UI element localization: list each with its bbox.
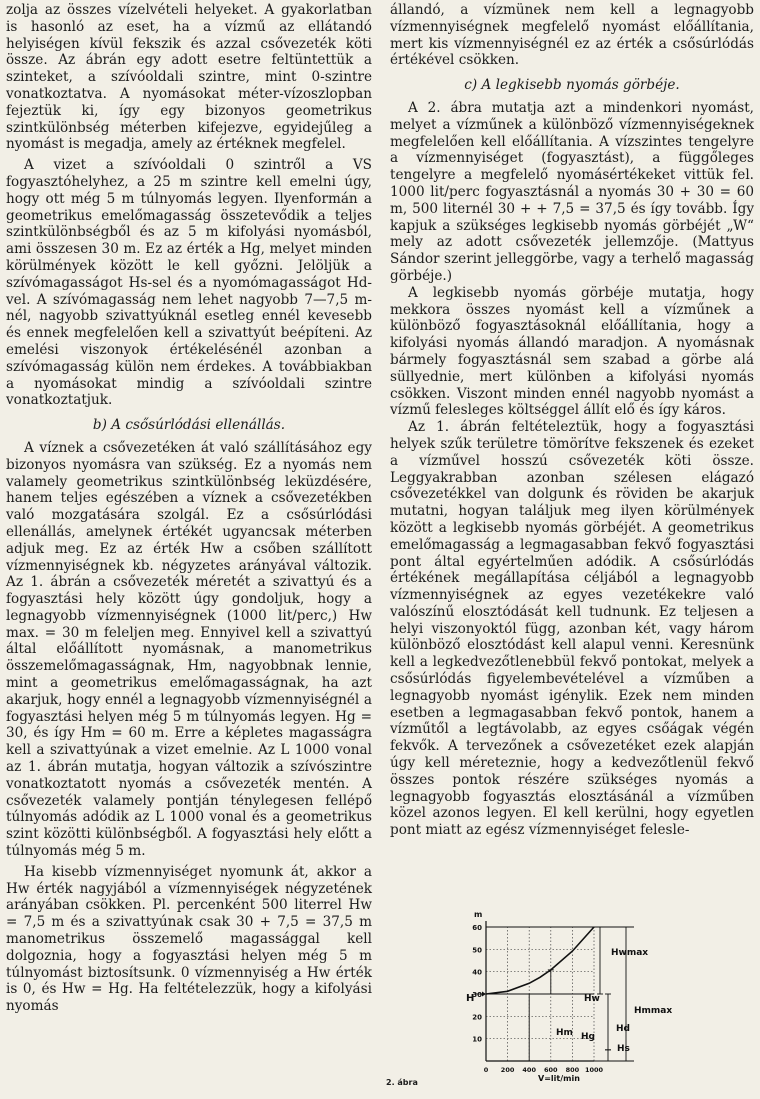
x-tick-label: 400 bbox=[522, 1066, 536, 1074]
y-tick-label: 10 bbox=[472, 1035, 482, 1044]
paragraph: A 2. ábra mutatja azt a mindenkori nyomást, melyet a vízműnek a különböző vízmennyiségeknek megfelelően kell előállítania. A vízszintes tengelyre a vízmennyiséget (fogyasztást), a függőleges tengelyre a megfelelő nyomásértékeket vittük fel. 1000 lit/perc fogyasztásnál a nyomás 30 + 30 = 60 m, 500 liternél 30 + + 7,5 = 37,5 és így tovább. Így kapjuk a szükséges legkisebb nyomás görbéjét „W“ mely az adott csővezeték jellemzője. (Mattyus Sándor szerint jelleggörbe, vagy a terhelő magasság görbéje.) bbox=[390, 99, 754, 284]
x-tick-label: 200 bbox=[500, 1066, 515, 1074]
label-hd: Hd bbox=[616, 1024, 630, 1034]
x-tick-label: 600 bbox=[544, 1066, 558, 1074]
minimum-pressure-curve bbox=[486, 927, 594, 994]
figure-caption: 2. ábra bbox=[386, 1078, 418, 1087]
x-tick-label: 0 bbox=[483, 1066, 489, 1074]
paragraph: Ha kisebb vízmennyiséget nyomunk át, akkor a Hw érték nagyjából a vízmennyiségek négyzetének arányában csökken. Pl. percenként 500 literrel Hw = 7,5 m és a szivattyúnak csak 30 + 7,5 = 37,5 m manometrikus összemelő magassággal kell dolgoznia, hogy a fogyasztási helyen még 5 m túlnyomást biztosítsunk. 0 vízmennyiség a Hw érték is 0, és Hw = Hg. Ha feltételezzük, hogy a kifolyási nyomás bbox=[6, 863, 372, 1015]
x-tick-label: 1000 bbox=[584, 1066, 604, 1074]
label-hmmax: Hmmax bbox=[634, 1006, 673, 1016]
paragraph: Az 1. ábrán feltételeztük, hogy a fogyasztási helyek szűk területre tömörítve fekszenek és ezeket a vízművel hosszú csővezeték köti össze. Leggyakrabban azonban szélesen elágazó csővezetékkel van dolgunk és röviden be akarjuk mutatni, hogyan találjuk meg ilyen körülmények között a legkisebb nyomás görbéjét. A geometrikus emelőmagasság a legmagasabban fekvő fogyasztási pont által egyértelműen adódik. A csősúrlódás értékének megállapítása céljából a legnagyobb vízmennyiségnek az egyes vezetékekre való valószínű elosztódását kell tudnunk. Ez teljesen a helyi viszonyoktól függ, azonban két, vagy három különböző elosztódást kell alapul venni. Keresnünk kell a legkedvezőtlenebbül fekvő pontokat, melyek a csősúrlódás figyelembevételével a vízműben a legnagyobb nyomást igénylik. Ezek nem minden esetben a legmagasabban fekvő pontok, hanem a vízműtől a legtávolabb, az egyes csőágak végén fekvők. A tervezőnek a csővezetéket ezek alapján úgy kell méreteznie, hogy a kedvezőtlenül fekvő összes pontok részére szükséges nyomás a legnagyobb fogyasztás elosztásánál a vízműben közel azonos legyen. El kell kerülni, hogy egyetlen pont miatt az egész vízmennyiséget feleslе- bbox=[390, 419, 754, 839]
label-hw: Hw bbox=[584, 994, 600, 1004]
chart-axes bbox=[474, 921, 634, 1061]
y-tick-label: 60 bbox=[472, 924, 482, 932]
label-hm: Hm bbox=[556, 1028, 573, 1038]
x-axis-label: V=lit/min bbox=[538, 1074, 580, 1083]
right-column bbox=[390, 2, 754, 839]
left-column bbox=[6, 2, 372, 1015]
label-hs: Hs bbox=[617, 1044, 630, 1054]
y-tick-label: 20 bbox=[472, 1013, 482, 1022]
section-heading-b: b) A csősúrlódási ellenállás. bbox=[92, 417, 286, 434]
paragraph: A vizet a szívóoldali 0 szintről a VS fogyasztóhelyhez, a 25 m szintre kell emelni úgy, hogy ott még 5 m túlnyomás legyen. Ilyenformán a geometrikus emelőmagasság összetevődik a teljes szintkülönbségből és az 5 m kifolyási nyomásból, ami összesen 30 m. Ez az érték a Hg, melyet minden körülmények között le kell győzni. Jelöljük a szívómagasságot Hs-sel és a nyomómagasságot Hd-vel. A szívómagasság nem lehet nagyobb 7—7,5 m-nél, nagyobb szivattyúknál esetleg ennél kevesebb és ennek megfelelően kell a szivattyút beépíteni. Az emelési viszonyok értékelésénél azonban a szívómagasság külön nem érdekes. A továbbiakban a nyomásokat mindig a szívóoldali szintre vonatkoztatjuk. bbox=[6, 157, 372, 409]
y-tick-label: 50 bbox=[472, 946, 482, 955]
y-axis-symbol: H bbox=[466, 993, 475, 1004]
label-hg: Hg bbox=[581, 1032, 595, 1042]
pressure-curve-chart bbox=[460, 905, 740, 1095]
y-tick-label: 40 bbox=[472, 968, 482, 977]
section-heading-c: c) A legkisebb nyomás görbéje. bbox=[464, 77, 680, 94]
h-arrowhead bbox=[482, 992, 486, 997]
paragraph: zolja az összes vízelvételi helyeket. A gyakorlatban is hasonló az eset, ha a vízmű az ellátandó helyiségen kívül fekszik és azzal csővezeték köti össze. Az ábrán egy adott esetre feltüntettük a szinteket, a szívóoldali szintre, mint 0-szintre vonatkoztatva. A nyomásokat méter-vízoszlopban fejeztük ki, így egy bizonyos geometrikus szintkülönbség méterben kifejezve, egyidejűleg a nyomást is megadja, amely az értéknek megfelel. bbox=[6, 2, 372, 153]
figure-2 bbox=[460, 905, 740, 1095]
label-hwmax: Hwmax bbox=[611, 948, 649, 958]
x-tick-label: 800 bbox=[565, 1066, 580, 1074]
paragraph: A legkisebb nyomás görbéje mutatja, hogy mekkora összes nyomást kell a vízműnek a különböző fogyasztásoknál előállítania, hogy a kifolyási nyomás állandó maradjon. A nyomásnak bármely fogyasztásnál sem szabad a görbe alá süllyednie, mert különben a kifolyási nyomás csökken. Viszont minden ennél nagyobb nyomást a vízmű felesleges költséggel állít elő és így káros. bbox=[390, 284, 754, 419]
paragraph: állandó, a vízmünek nem kell a legnagyobb vízmennyiségnek megfelelő nyomást előállítania, mert kis vízmennyiségnél ez az érték a csősúrlódás értékével csökken. bbox=[390, 2, 754, 69]
y-tick-label: 30 bbox=[472, 991, 482, 999]
y-unit-label: m bbox=[474, 910, 483, 919]
paragraph: A víznek a csővezetéken át való szállításához egy bizonyos nyomásra van szükség. Ez a nyomás nem valamely geometrikus szintkülönbség leküzdésére, hanem teljes egészében a víznek a csővezetékben való mozgatására szolgál. Ez a csősúrlódási ellenállás, amelynek értékét ugyancsak méterben adjuk meg. Ez az érték Hw a csőben szállított vízmennyiségnek kb. négyzetes arányával változik. Az 1. ábrán a csővezeték méretét a szivattyú és a fogyasztási hely között úgy gondoljuk, hogy a legnagyobb vízmennyiségnek (1000 lit/perc,) Hw max. = 30 m feleljen meg. Ennyivel kell a szivattyú által előállított nyomásnak, a manometrikus összemelőmagasságnak, Hm, nagyobbnak lennie, mint a geometrikus emelőmagasságnak, ha azt akarjuk, hogy ennél a legnagyobb vízmennyiségnél a fogyasztási helyen még 5 m túlnyomás legyen. Hg = 30, és így Hm = 60 m. Erre a képletes magasságra kell a szivattyúnak a vizet emelnie. Az L 1000 vonal az 1. ábrán mutatja, hogyan változik a szívószintre vonatkoztatott nyomás a csővezeték mentén. A csővezeték valamely pontján ténylegesen fellépő túlnyomás adódik az L 1000 vonal és a geometrikus szint közötti különbségből. A fogyasztási hely előtt a túlnyomás még 5 m. bbox=[6, 439, 372, 860]
